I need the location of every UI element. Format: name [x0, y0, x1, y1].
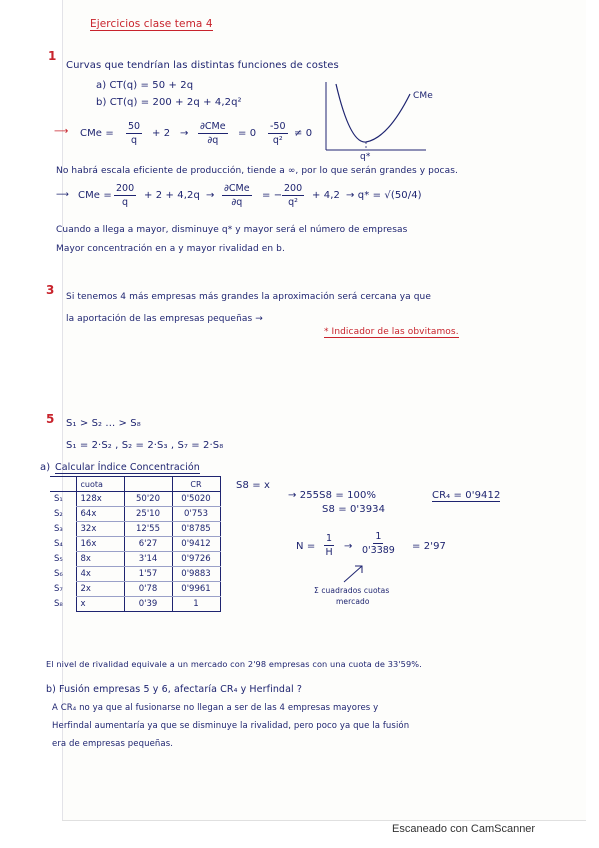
cme-b-result-fraction	[282, 183, 304, 208]
exercise-3-line-1: Si tenemos 4 más empresas más grandes la aproximación será cercana ya que	[66, 292, 431, 302]
n-num-2: 1	[375, 531, 382, 542]
cme-a-eq: = 0	[238, 128, 257, 139]
table-cell-pct: 0'39	[124, 597, 172, 612]
conclusion-rivalry: El nivel de rivalidad equivale a un mercado con 2'98 empresas con una cuota de 33'59%.	[46, 659, 422, 669]
n-den-2: 0'3389	[362, 545, 395, 556]
cost-function-b: b) CT(q) = 200 + 2q + 4,2q²	[96, 97, 242, 108]
cme-a-d-num: ∂CMe	[200, 121, 226, 132]
table-header-firm	[50, 477, 76, 492]
note-b-line-1: Cuando a llega a mayor, disminuye q* y mayor será el número de empresas	[56, 225, 408, 235]
cme-a-lhs: CMe =	[80, 128, 114, 139]
cme-a-derivative	[198, 121, 228, 146]
table-cell-firm: S₈	[54, 599, 63, 609]
exercise-3-line-2: la aportación de las empresas pequeñas →	[66, 314, 263, 324]
table-cell-cr: 0'9883	[172, 567, 220, 582]
cme-b-fraction	[114, 183, 136, 208]
table-header-row	[50, 477, 220, 492]
average-cost-curve-graph	[318, 80, 428, 164]
table-cell-cr: 0'9961	[172, 582, 220, 597]
note-a: No habrá escala eficiente de producción, tiende a ∞, por lo que serán grandes y pocas.	[56, 166, 458, 176]
exercise-5-marker: 5	[46, 412, 55, 426]
table-cell-pct: 1'57	[124, 567, 172, 582]
part-a-label: a)	[40, 462, 51, 473]
table-cell-cr: 1	[172, 597, 220, 612]
table-cell-cr: 0'5020	[172, 492, 220, 507]
cme-b-r-num: 200	[284, 183, 303, 194]
cme-b-lhs: CMe =	[78, 190, 112, 201]
table-cell-pct: 25'10	[124, 507, 172, 522]
cme-b-d-den: ∂q	[231, 197, 243, 208]
page-title: Ejercicios clase tema 4	[90, 18, 213, 30]
page-edge	[62, 820, 586, 821]
n-den: H	[325, 547, 333, 558]
cme-b-derivative	[222, 183, 252, 208]
cme-b-eq: = −	[262, 190, 283, 201]
arrow-bullet-b: ⟶	[56, 190, 70, 200]
n-arrow: →	[344, 541, 353, 552]
concentration-table	[50, 476, 221, 612]
table-cell-firm: S₄	[54, 539, 63, 549]
arrow-bullet-a: ⟶	[54, 126, 69, 137]
graph-q-star-label: q*	[360, 152, 371, 162]
cost-function-a: a) CT(q) = 50 + 2q	[96, 80, 194, 91]
sum-note-line-2: mercado	[336, 597, 370, 606]
s8-equals-x: S8 = x	[236, 480, 270, 491]
table-cell-cuota: 4x	[76, 567, 124, 582]
n-fraction-2	[362, 531, 395, 556]
cme-a-end: ≠ 0	[294, 128, 313, 139]
table-cell-cuota: 8x	[76, 552, 124, 567]
table-cell-firm: S₇	[54, 584, 63, 594]
table-cell-pct: 6'27	[124, 537, 172, 552]
exercise-3-highlight: * Indicador de las obvitamos.	[324, 327, 459, 337]
cme-a-fraction	[126, 121, 142, 146]
table-cell-pct: 0'78	[124, 582, 172, 597]
table-cell-cuota: 16x	[76, 537, 124, 552]
scanner-watermark: Escaneado con CamScanner	[392, 823, 536, 835]
cme-b-r-den: q²	[288, 197, 298, 208]
table-row	[50, 507, 220, 522]
cme-b-result: → q* = √(50/4)	[346, 190, 422, 201]
table-row	[50, 492, 220, 507]
table-cell-cuota: 2x	[76, 582, 124, 597]
annotation-arrow-line	[344, 566, 362, 582]
cme-a-arrow: →	[180, 128, 189, 139]
table-row	[50, 567, 220, 582]
exercise-5-relations: S₁ = 2·S₂ , S₂ = 2·S₃ , S₇ = 2·S₈	[66, 440, 224, 451]
cme-a-plus: + 2	[152, 128, 171, 139]
part-b-answer-line-3: era de empresas pequeñas.	[52, 739, 174, 749]
table-row	[50, 582, 220, 597]
cme-a-d-den: ∂q	[207, 135, 219, 146]
table-cell-firm: S₁	[54, 494, 63, 505]
table-cell-pct: 50'20	[124, 492, 172, 507]
cme-b-den: q	[122, 197, 129, 208]
cme-b-d-num: ∂CMe	[224, 183, 250, 194]
annotation-arrow	[340, 562, 370, 584]
table-cell-cr: 0'753	[172, 507, 220, 522]
calc-total: → 255S8 = 100%	[288, 490, 377, 501]
table-cell-firm: S₃	[54, 524, 63, 534]
sum-note-line-1: Σ cuadrados cuotas	[314, 586, 390, 595]
table-row	[50, 597, 220, 612]
part-b-answer-line-2: Herfindal aumentaría ya que se disminuye la rivalidad, pero poco ya que la fusión	[52, 721, 410, 731]
table-cell-cuota: 64x	[76, 507, 124, 522]
cme-a-r-num: -50	[270, 121, 286, 132]
table-cell-pct: 12'55	[124, 522, 172, 537]
table-cell-cuota: 128x	[76, 492, 124, 507]
n-fraction	[324, 533, 334, 558]
table-row	[50, 552, 220, 567]
n-lhs: N =	[296, 541, 316, 552]
table-cell-cuota: 32x	[76, 522, 124, 537]
cr4-result: CR₄ = 0'9412	[432, 490, 501, 501]
cme-b-arrow: →	[206, 190, 215, 201]
cme-b-mid: + 2 + 4,2q	[144, 190, 200, 201]
table-cell-cr: 0'8785	[172, 522, 220, 537]
cme-a-result-fraction	[268, 121, 288, 146]
table-cell-cr: 0'9726	[172, 552, 220, 567]
cme-a-num: 50	[128, 121, 141, 132]
table-cell-cuota: x	[76, 597, 124, 612]
table-row	[50, 537, 220, 552]
note-b-line-2: Mayor concentración en a y mayor rivalidad en b.	[56, 244, 285, 254]
cme-b-num: 200	[116, 183, 135, 194]
calc-s8: S8 = 0'3934	[322, 504, 386, 515]
table-row	[50, 522, 220, 537]
table-cell-pct: 3'14	[124, 552, 172, 567]
cme-a-den: q	[131, 135, 138, 146]
exercise-1-intro: Curvas que tendrían las distintas funciones de costes	[66, 60, 339, 71]
table-cell-firm: S₅	[54, 554, 63, 564]
table-cell-firm: S₆	[54, 569, 63, 579]
table-cell-firm: S₂	[54, 509, 63, 519]
table-cell-cr: 0'9412	[172, 537, 220, 552]
cme-b-plus: + 4,2	[312, 190, 340, 201]
part-a-title: Calcular Índice Concentración	[55, 462, 200, 473]
n-result: = 2'97	[412, 541, 446, 552]
table-header-cr: CR	[172, 477, 220, 492]
cme-a-r-den: q²	[272, 135, 283, 146]
part-b-answer-line-1: A CR₄ no ya que al fusionarse no llegan a ser de las 4 empresas mayores y	[52, 703, 379, 713]
table-header-pct	[124, 477, 172, 492]
table-header-cuota: cuota	[76, 477, 124, 492]
cme-curve	[336, 84, 410, 142]
exercise-3-marker: 3	[46, 283, 55, 297]
n-num: 1	[326, 533, 333, 544]
part-b-question: b) Fusión empresas 5 y 6, afectaría CR₄ y Herfindal ?	[46, 684, 302, 695]
exercise-1-marker: 1	[48, 49, 57, 63]
graph-curve-label: CMe	[413, 91, 433, 101]
exercise-5-order: S₁ > S₂ ... > S₈	[66, 418, 141, 429]
